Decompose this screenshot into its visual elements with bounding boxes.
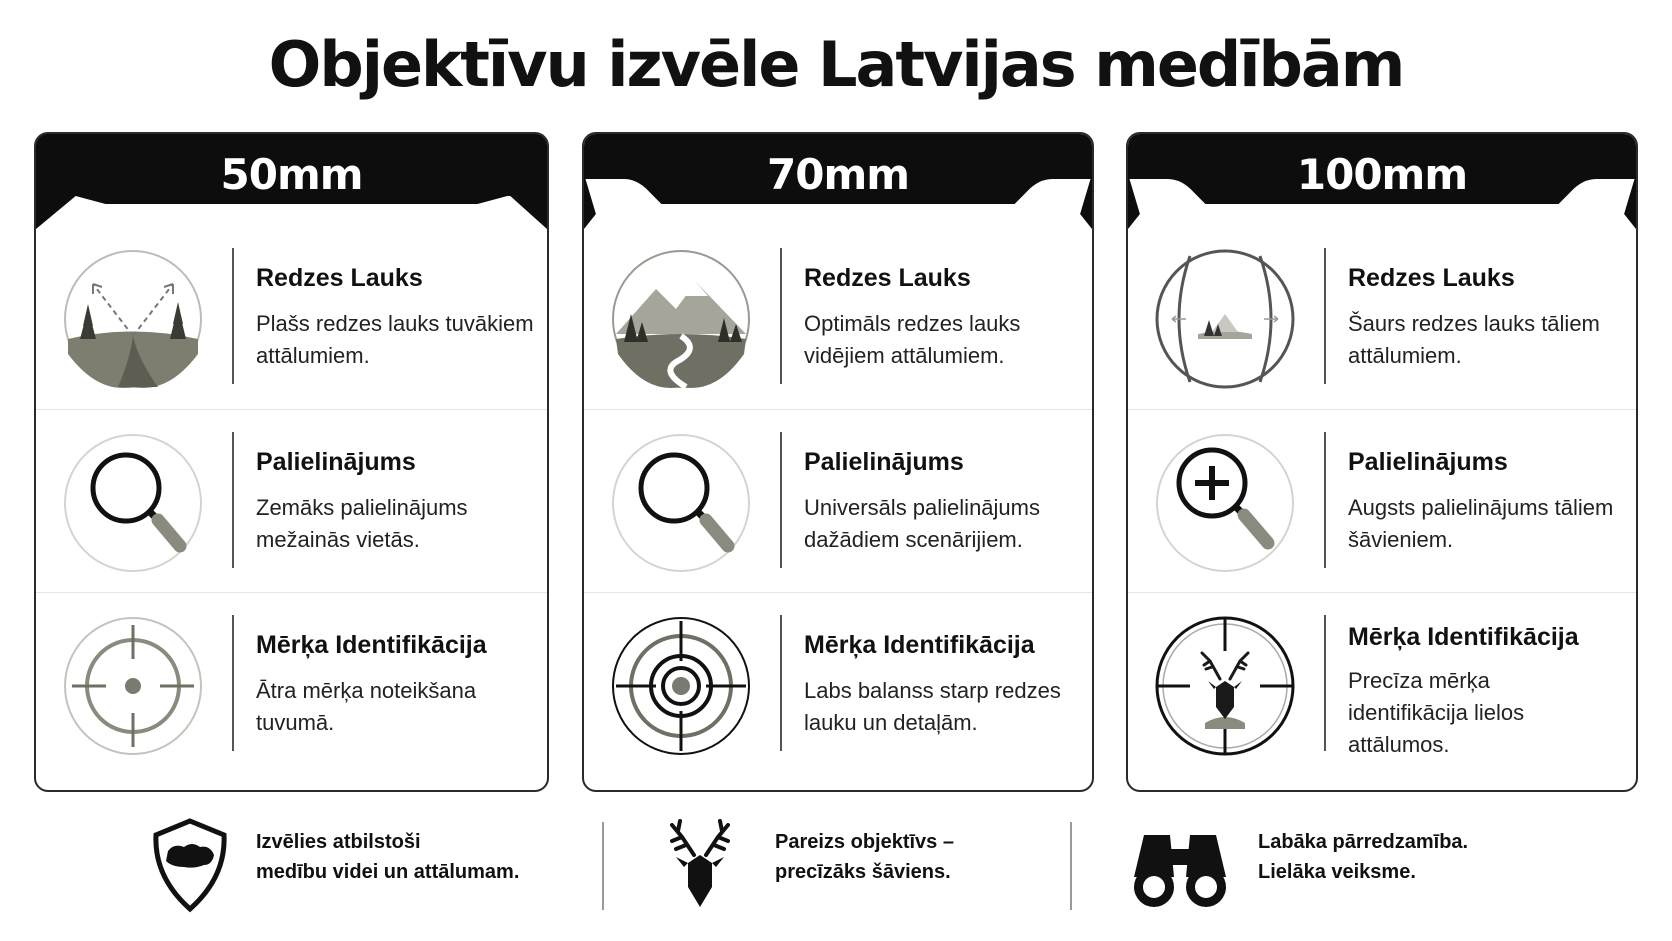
row-title: Mērķa Identifikācija <box>804 631 1035 659</box>
divider <box>232 248 234 384</box>
mountain-landscape-icon <box>606 244 756 394</box>
row-title: Redzes Lauks <box>1348 264 1515 292</box>
narrow-field-icon <box>1150 244 1300 394</box>
row-title: Redzes Lauks <box>804 264 971 292</box>
magnifier-icon <box>58 428 208 578</box>
target-rings-icon <box>606 611 756 761</box>
shield-latvia-icon <box>150 815 230 915</box>
footer-line-1: Pareizs objektīvs – <box>775 831 954 853</box>
card-header <box>1128 134 1636 220</box>
row-magnification <box>584 409 1092 591</box>
row-title: Palielinājums <box>1348 448 1508 476</box>
magnifier-plus-icon <box>1150 428 1300 578</box>
lens-card-100mm <box>1126 132 1638 792</box>
divider <box>232 432 234 568</box>
footer-line-1: Labāka pārredzamība. <box>1258 831 1469 853</box>
row-description: Šaurs redzes lauks tāliem attālumiem. <box>1348 311 1600 368</box>
row-magnification <box>1128 409 1636 591</box>
row-description: Universāls palielinājums dažādiem scenārijiem. <box>804 495 1040 552</box>
footer-divider <box>602 822 604 910</box>
card-header <box>584 134 1092 220</box>
row-description: Plašs redzes lauks tuvākiem attālumiem. <box>256 311 534 368</box>
focal-length-label: 50mm <box>220 150 363 199</box>
card-header <box>36 134 547 220</box>
deer-crosshair-icon <box>1150 611 1300 761</box>
lens-card-50mm <box>34 132 549 792</box>
row-description: Zemāks palielinājums mežainās vietās. <box>256 495 468 552</box>
row-description: Ātra mērķa noteikšana tuvumā. <box>256 678 477 735</box>
row-field-of-view <box>1128 226 1636 408</box>
row-description: Optimāls redzes lauks vidējiem attālumiem. <box>804 311 1021 368</box>
row-target-identification <box>584 592 1092 774</box>
row-title: Palielinājums <box>256 448 416 476</box>
focal-length-label: 100mm <box>1296 150 1468 199</box>
row-description: Labs balanss starp redzes lauku un detaļām. <box>804 678 1061 735</box>
footer-item-precision <box>660 815 1040 915</box>
divider <box>780 248 782 384</box>
row-target-identification <box>1128 592 1636 774</box>
page-title: Objektīvu izvēle Latvijas medībām <box>268 28 1404 101</box>
crosshair-icon <box>58 611 208 761</box>
row-field-of-view <box>584 226 1092 408</box>
divider <box>1324 432 1326 568</box>
wide-field-landscape-icon <box>58 244 208 394</box>
footer-item-environment <box>150 815 570 915</box>
row-target-identification <box>36 592 547 774</box>
row-title: Mērķa Identifikācija <box>1348 623 1579 651</box>
deer-head-icon <box>660 815 740 915</box>
footer-line-2: medību videi un attālumam. <box>256 861 520 883</box>
divider <box>780 432 782 568</box>
row-description: Precīza mērķa identifikācija lielos attālumos. <box>1348 668 1525 757</box>
footer-line-2: precīzāks šāviens. <box>775 861 951 883</box>
footer-divider <box>1070 822 1072 910</box>
lens-card-70mm <box>582 132 1094 792</box>
row-title: Palielinājums <box>804 448 964 476</box>
divider <box>1324 248 1326 384</box>
row-magnification <box>36 409 547 591</box>
focal-length-label: 70mm <box>767 150 909 199</box>
footer-item-visibility <box>1130 815 1550 915</box>
footer-line-1: Izvēlies atbilstoši <box>256 831 421 853</box>
divider <box>232 615 234 751</box>
row-description: Augsts palielinājums tāliem šāvieniem. <box>1348 495 1614 552</box>
binoculars-icon <box>1130 815 1230 915</box>
footer-line-2: Lielāka veiksme. <box>1258 861 1416 883</box>
divider <box>780 615 782 751</box>
magnifier-icon <box>606 428 756 578</box>
divider <box>1324 615 1326 751</box>
row-field-of-view <box>36 226 547 408</box>
row-title: Mērķa Identifikācija <box>256 631 487 659</box>
row-title: Redzes Lauks <box>256 264 423 292</box>
